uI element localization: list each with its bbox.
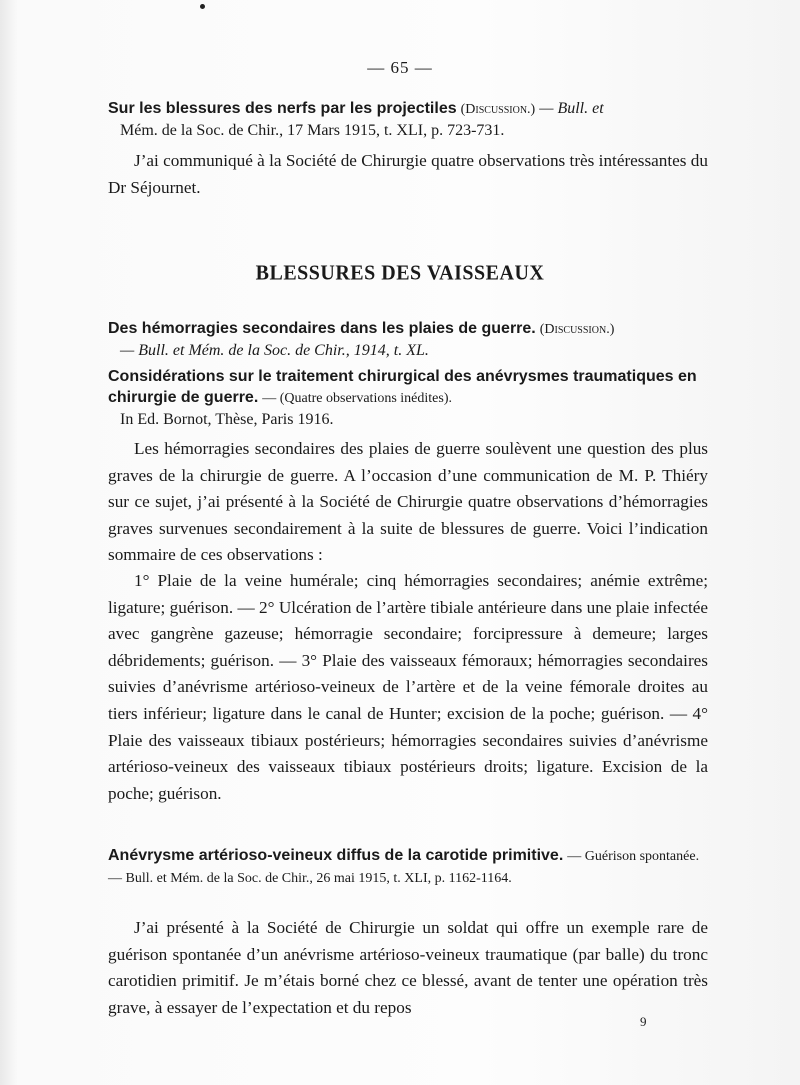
entry-anevrysmes-ref: In Ed. Bornot, Thèse, Paris 1916. xyxy=(120,411,334,428)
entry-anevrysmes-body-intro xyxy=(108,436,708,569)
ink-dot xyxy=(200,4,205,9)
entry-anevrysmes-observations-text: 1° Plaie de la veine humérale; cinq hémorragies secondaires; anémie extrême; ligature; guérison. — 2° Ulcération de l’artère tibiale antérieure dans une plaie infectée avec gangrène gazeuse; hémorragie secondaire; forcipressure à demeure; larges débridements; guérison. — 3° Plaie des vaisseaux fémoraux; hémorragies secondaires suivies d’anévrisme artérioso-veineux de l’artère et de la veine fémorale droites au tiers inférieur; ligature dans le canal de Hunter; excision de la poche; guérison. — 4° Plaie des vaisseaux tibiaux postérieurs; hémorragies secondaires suivies d’anévrisme artérioso-veineux des vaisseaux tibiaux postérieurs droits; ligature. Excision de la poche; guérison. xyxy=(108,571,708,803)
page-number: — 65 — xyxy=(367,58,433,77)
entry-anevrysmes-citation xyxy=(108,366,708,430)
entry-nerfs-citation xyxy=(108,98,708,141)
entry-carotide-ref: — Guérison spontanée. — Bull. et Mém. de la Soc. de Chir., 26 mai 1915, t. XLI, p. 1162-1164. xyxy=(108,849,700,886)
entry-nerfs-body xyxy=(108,148,708,201)
signature-mark: 9 xyxy=(640,1014,647,1029)
entry-hemorragies-title: Des hémorragies secondaires dans les plaies de guerre. xyxy=(108,320,536,337)
entry-nerfs-note: (Discussion.) xyxy=(460,102,536,117)
entry-anevrysmes-note: — (Quatre observations inédites). xyxy=(262,391,452,406)
entry-nerfs-title: Sur les blessures des nerfs par les projectiles xyxy=(108,100,457,117)
entry-anevrysmes-title: Considérations sur le traitement chirurgical des anévrysmes traumatiques en chirurgie de guerre. xyxy=(108,368,697,406)
entry-nerfs-ref-start: — Bull. et xyxy=(535,100,604,117)
entry-hemorragies-citation xyxy=(108,318,708,361)
entry-hemorragies-ref: — Bull. et Mém. de la Soc. de Chir., 1914, t. XL. xyxy=(120,342,429,359)
entry-anevrysmes-intro-text: Les hémorragies secondaires des plaies de guerre soulèvent une question des plus graves de la chirurgie de guerre. A l’occasion d’une communication de M. P. Thiéry sur ce sujet, j’ai présenté à la Société de Chirurgie quatre observations d’hémorragies graves survenues secondairement à la suite de blessures de guerre. Voici l’indication sommaire de ces observations : xyxy=(108,439,708,565)
entry-carotide-citation xyxy=(108,845,708,889)
entry-carotide-body-text: J’ai présenté à la Société de Chirurgie un soldat qui offre un exemple rare de guérison spontanée d’un anévrisme artérioso-veineux traumatique (par balle) du tronc carotidien primitif. Je m’étais borné chez ce blessé, avant de tenter une opération très grave, à essayer de l’expectation et du repos xyxy=(108,918,708,1017)
entry-nerfs-body-text: J’ai communiqué à la Société de Chirurgie quatre observations très intéressantes du Dr Séjournet. xyxy=(108,151,708,197)
entry-anevrysmes-body-observations xyxy=(108,568,708,807)
section-heading: BLESSURES DES VAISSEAUX xyxy=(255,261,545,285)
entry-hemorragies-note: (Discussion.) xyxy=(539,322,615,337)
entry-carotide-body xyxy=(108,915,708,1021)
entry-carotide-title: Anévrysme artérioso-veineux diffus de la carotide primitive. xyxy=(108,847,564,864)
entry-nerfs-ref: Mém. de la Soc. de Chir., 17 Mars 1915, t. XLI, p. 723-731. xyxy=(120,122,505,139)
